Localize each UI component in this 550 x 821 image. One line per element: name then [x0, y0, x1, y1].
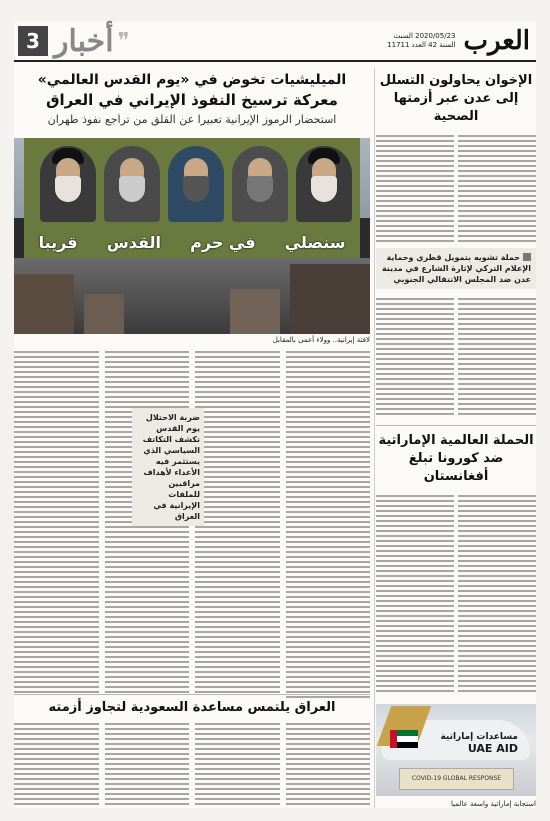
article-headline-uae: [376, 425, 536, 486]
uae-aid-photo: [376, 704, 536, 796]
headline-line: ضد كورونا تبلغ أفغانستان: [408, 451, 504, 484]
square-bullet-icon: [523, 253, 531, 261]
cargo-banner: COVID-19 GLOBAL RESPONSE: [399, 768, 514, 790]
newspaper-page: [14, 22, 536, 808]
portrait-figure: [232, 146, 288, 222]
portrait-figure: [104, 146, 160, 222]
banner-word: في حرم: [190, 233, 256, 252]
article-body-uae: [376, 492, 536, 692]
right-column: [376, 68, 536, 808]
section-name: أخبار: [54, 23, 114, 59]
main-article-body: [14, 348, 370, 708]
pull-quote-text: حملة تشويه بتمويل قطري وحماية الإعلام التركي لإثارة الشارع في مدينة عدن ضد المجلس الانتقالي الجنوبي: [381, 253, 531, 284]
text-column: [286, 720, 371, 808]
newspaper-logo: العرب: [463, 26, 530, 56]
uae-flag-icon: [390, 730, 418, 748]
text-column: [105, 720, 190, 808]
issue-date: 2020/05/23 السبت: [393, 32, 456, 40]
banner-word: قريبا: [38, 233, 78, 252]
side-quote-text: ضربة الاحتلال يوم القدس تكشف التكاتف السياسي الذي يستثمر فيه الأعداء لأهداف مراقبين للملفات الإيرانية في العراق: [142, 413, 200, 521]
uae-aid-arabic: مساعدات إماراتية: [440, 732, 518, 742]
pull-quote: [376, 248, 536, 289]
article-headline-ikhwan: [376, 72, 536, 126]
headline-line: الحملة العالمية الإماراتية: [378, 433, 534, 448]
banner-slogan: [24, 233, 360, 252]
issue-info: [387, 32, 455, 50]
uae-aid-english: UAE AID: [467, 742, 518, 755]
text-column: [376, 132, 454, 242]
bottom-article-body: [14, 720, 370, 808]
text-column: [286, 348, 371, 708]
column-divider: [374, 68, 375, 808]
text-column: [458, 295, 536, 415]
photo-caption-main: لافتة إيرانية.. وولاء أعمى بالمقابل: [272, 336, 370, 344]
main-article: [14, 68, 370, 808]
text-column: [105, 348, 190, 708]
section-label: [18, 24, 133, 59]
text-column: [195, 348, 280, 708]
text-column: [458, 132, 536, 242]
main-photo: [14, 138, 370, 334]
photo-caption-uae: استجابة إماراتية واسعة عالميا: [451, 800, 536, 808]
portrait-figure: [40, 146, 96, 222]
page-number: 3: [18, 26, 48, 56]
text-column: [376, 492, 454, 692]
text-column: [14, 348, 99, 708]
bottom-article-headline: العراق يلتمس مساعدة السعودية لتجاوز أزمته: [14, 694, 370, 717]
article-body-ikhwan: [376, 132, 536, 242]
photo-street: [14, 258, 370, 334]
main-subheadline: استحضار الرموز الإيرانية تعبيرا عن القلق من تراجع نفوذ طهران: [47, 113, 337, 126]
text-column: [195, 720, 280, 808]
side-pull-quote: [132, 408, 204, 526]
masthead-brand: [387, 26, 536, 56]
headline-line: الميليشيات تخوض في «يوم القدس العالمي»: [37, 72, 347, 88]
headline-line: إلى عدن عبر أزمتها الصحية: [393, 91, 519, 124]
masthead: [14, 22, 536, 62]
article-body-ikhwan-cont: [376, 295, 536, 415]
portrait-banner: [24, 138, 360, 258]
main-headline: [14, 70, 370, 110]
banner-word: سنصلي: [284, 233, 346, 252]
portrait-figure: [168, 146, 224, 222]
issue-number: السنة 42 العدد 11711: [387, 41, 456, 49]
quote-icon: ❞: [117, 28, 130, 54]
uae-aid-label: [440, 732, 518, 755]
text-column: [458, 492, 536, 692]
headline-line: معركة ترسيخ النفوذ الإيراني في العراق: [46, 91, 338, 109]
banner-word: القدس: [106, 233, 162, 252]
headline-line: الإخوان يحاولون التسلل: [379, 73, 533, 88]
text-column: [376, 295, 454, 415]
portrait-figure: [296, 146, 352, 222]
text-column: [14, 720, 99, 808]
